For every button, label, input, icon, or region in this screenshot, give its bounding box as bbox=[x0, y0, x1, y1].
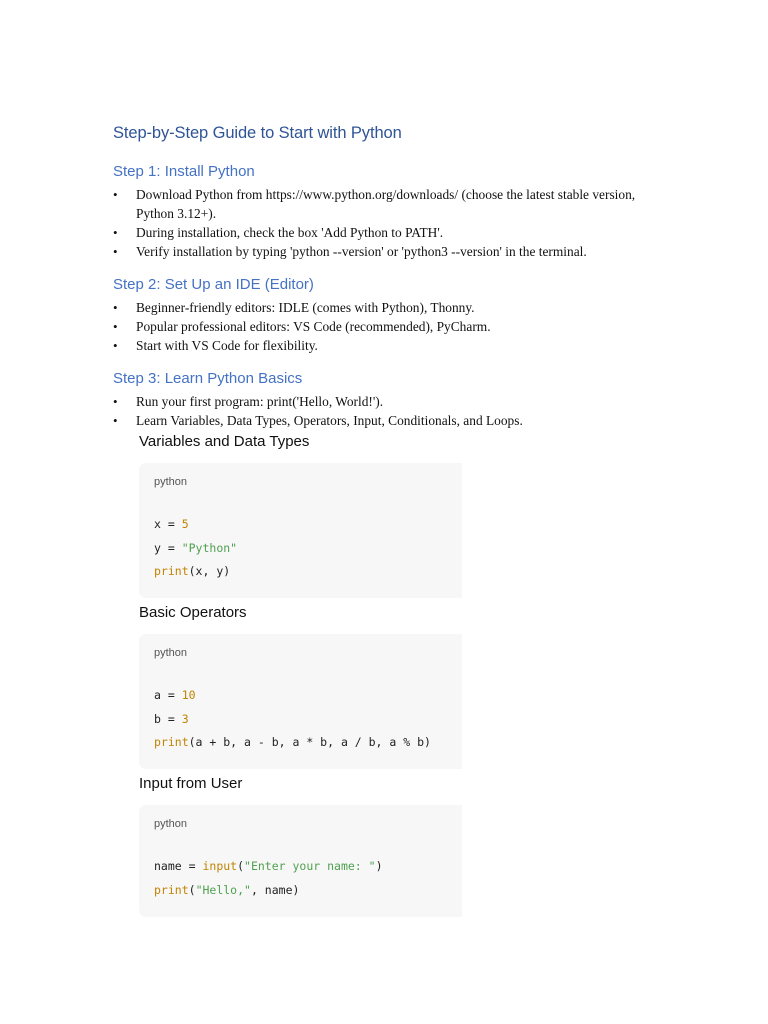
bullet-icon: • bbox=[113, 187, 118, 202]
code-token-plain: (x, y) bbox=[188, 564, 231, 578]
code-language-label: python bbox=[154, 647, 188, 659]
code-token-plain: (a + b, a - b, a * b, a / b, a % b) bbox=[188, 735, 431, 749]
code-token-kw: print bbox=[154, 735, 189, 749]
bullet-icon: • bbox=[113, 225, 118, 240]
code-token-plain: b = bbox=[154, 712, 182, 726]
bullet-icon: • bbox=[113, 319, 118, 334]
list-item bbox=[113, 298, 673, 317]
list-item-text: During installation, check the box 'Add Python to PATH'. bbox=[136, 225, 444, 240]
step3-list bbox=[113, 392, 673, 430]
code-token-str: "Hello," bbox=[195, 883, 251, 897]
bullet-icon: • bbox=[113, 300, 118, 315]
code-block-variables bbox=[139, 463, 462, 598]
bullet-icon: • bbox=[113, 413, 118, 428]
document-title: Step-by-Step Guide to Start with Python bbox=[113, 124, 402, 142]
code-token-plain: ( bbox=[188, 883, 196, 897]
step2-heading: Step 2: Set Up an IDE (Editor) bbox=[113, 276, 314, 293]
list-item-text: Learn Variables, Data Types, Operators, Input, Conditionals, and Loops. bbox=[136, 413, 523, 428]
code-token-str: "Python" bbox=[181, 541, 238, 555]
code-token-str: "Enter your name: " bbox=[244, 859, 376, 873]
list-item-text: Verify installation by typing 'python --version' or 'python3 --version' in the terminal. bbox=[136, 244, 587, 259]
code-token-num: 3 bbox=[181, 712, 189, 726]
bullet-icon: • bbox=[113, 244, 118, 259]
code-token-plain: name = bbox=[154, 859, 203, 873]
bullet-icon: • bbox=[113, 338, 118, 353]
code-token-kw: input bbox=[202, 859, 238, 873]
list-item-text: Download Python from https://www.python.org/downloads/ (choose the latest stable version, Python 3.12+). bbox=[136, 187, 636, 221]
list-item-text: Run your first program: print('Hello, World!'). bbox=[136, 394, 384, 409]
list-item bbox=[113, 185, 673, 223]
code-token-plain: ) bbox=[375, 859, 383, 873]
code-line bbox=[154, 883, 299, 897]
section-title-operators: Basic Operators bbox=[139, 604, 247, 621]
code-token-num: 10 bbox=[181, 688, 196, 702]
code-token-plain: a = bbox=[154, 688, 182, 702]
list-item-text: Popular professional editors: VS Code (recommended), PyCharm. bbox=[136, 319, 491, 334]
list-item bbox=[113, 411, 673, 430]
section-title-variables: Variables and Data Types bbox=[139, 433, 310, 450]
code-line bbox=[154, 541, 237, 555]
step3-heading: Step 3: Learn Python Basics bbox=[113, 370, 303, 387]
code-line bbox=[154, 564, 230, 578]
list-item bbox=[113, 223, 673, 242]
code-block-input bbox=[139, 805, 462, 917]
list-item-text: Start with VS Code for flexibility. bbox=[136, 338, 318, 353]
code-block-operators bbox=[139, 634, 462, 769]
code-token-plain: x = bbox=[154, 517, 182, 531]
code-token-num: 5 bbox=[181, 517, 189, 531]
code-token-plain: ( bbox=[237, 859, 245, 873]
list-item bbox=[113, 336, 673, 355]
bullet-icon: • bbox=[113, 394, 118, 409]
code-line bbox=[154, 735, 431, 749]
code-line bbox=[154, 517, 189, 531]
list-item bbox=[113, 392, 673, 411]
code-language-label: python bbox=[154, 818, 188, 830]
code-language-label: python bbox=[154, 476, 188, 488]
step1-heading: Step 1: Install Python bbox=[113, 163, 255, 180]
code-line bbox=[154, 688, 196, 702]
code-token-kw: print bbox=[154, 564, 189, 578]
code-token-plain: y = bbox=[154, 541, 182, 555]
code-line bbox=[154, 859, 383, 873]
list-item bbox=[113, 317, 673, 336]
code-token-kw: print bbox=[154, 883, 189, 897]
step2-list bbox=[113, 298, 673, 355]
step1-list bbox=[113, 185, 673, 261]
code-token-plain: , name) bbox=[250, 883, 300, 897]
list-item-text: Beginner-friendly editors: IDLE (comes with Python), Thonny. bbox=[136, 300, 475, 315]
list-item bbox=[113, 242, 673, 261]
section-title-input: Input from User bbox=[139, 775, 243, 792]
code-line bbox=[154, 712, 189, 726]
